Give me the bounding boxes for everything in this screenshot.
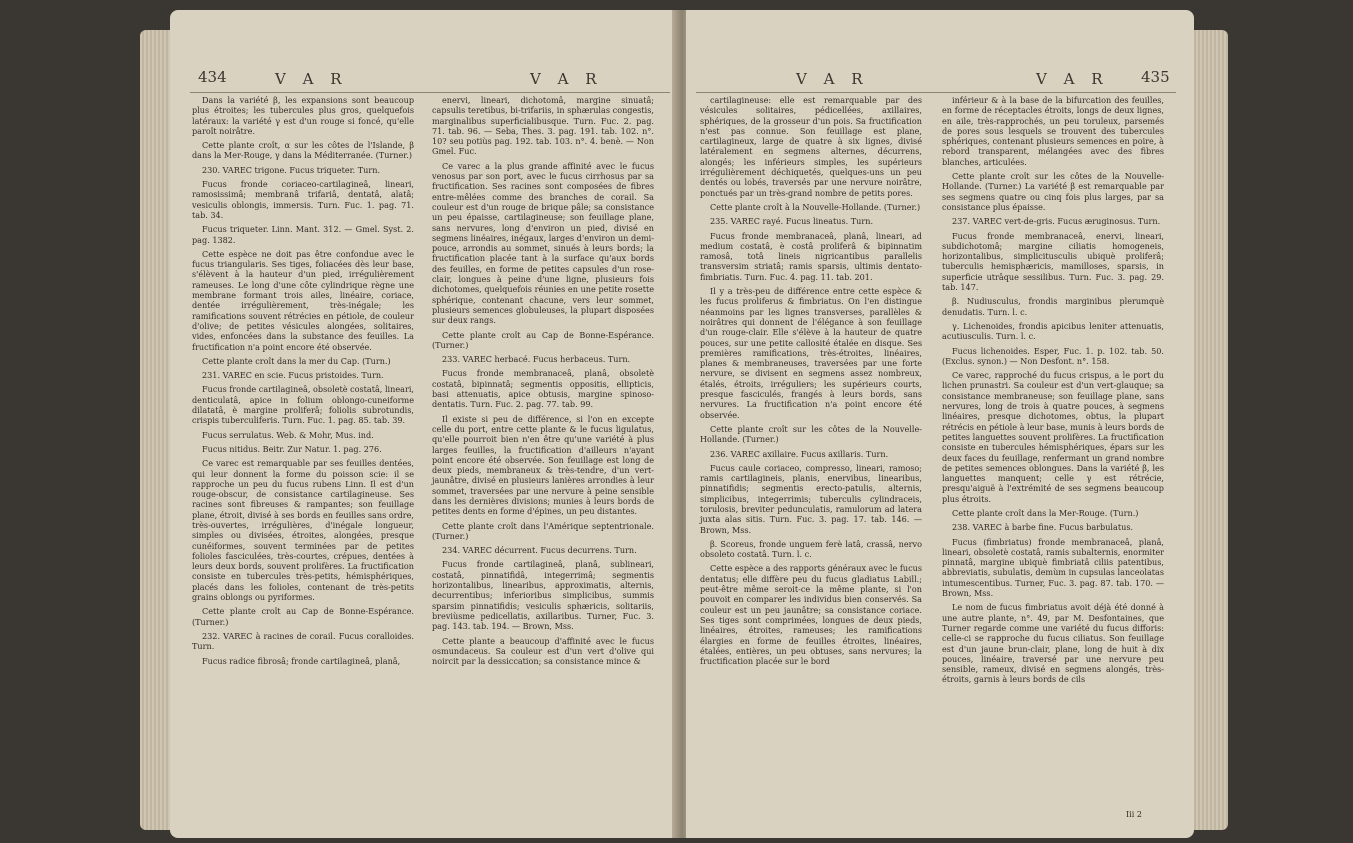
paragraph: Ce varec a la plus grande affinité avec le fucus venosus par son port, avec le fucus cirrhosus par sa fructification. Ses racines sont composées de fibres entre-mêlées comme des branches de corail. Sa couleur est d'un rouge de brique pâle; sa consistance un peu épaisse, cartilagineuse; son feuillage plane, sans nervures, long d'environ un pied, divisé en segmens linéaires, inégaux, larges d'environ un demi-pouce, arrondis au sommet, sinués à leurs bords; la fructification placée tant à la surface qu'aux bords des feuilles, en forme de petites capsules d'un rose-clair, longues à peine d'une ligne, plusieurs fois dichotomes, quelquefois réunies en une petite rosette sphérique, contenant chacune, vers leur sommet, plusieurs semences globuleuses, la plupart disposées sur deux rangs. bbox=[432, 160, 654, 326]
paragraph: Fucus fronde membranaceâ, planâ, lineari, ad medium costatâ, è costâ proliferâ & bipinnatim ramosâ, totâ lineis nigricantibus parallelis transversim striatâ; ramis sparsis, ultimis dentato-fimbriatis. Turn. Fuc. 4. pag. 11. tab. 201. bbox=[700, 230, 922, 282]
right-page-edges bbox=[1188, 30, 1228, 830]
paragraph: Fucus lichenoides. Esper, Fuc. 1. p. 102. tab. 50. (Exclus. synon.) — Non Desfont. n°. 158. bbox=[942, 345, 1164, 366]
left-running-head-1: V A R bbox=[275, 70, 348, 88]
paragraph: 231. VAREC en scie. Fucus pristoides. Turn. bbox=[202, 370, 384, 381]
paragraph: Cette espèce ne doit pas être confondue avec le fucus triangularis. Ses tiges, foliacées dès leur base, s'élèvent à la hauteur d'un pied, irrégulièrement rameuses. Le long d'une côte cylindrique règne une membrane formant trois ailes, linéaire, coriace, dentée irrégulièrement, très-inégale; les ramifications souvent rétrécies en pétiole, de couleur d'olive; de petites vésicules alongées, solitaires, vides, enfoncées dans la substance des feuilles. La fructification n'a point encore été observée. bbox=[192, 248, 414, 352]
paragraph: γ. Lichenoides, frondis apicibus leniter attenuatis, acutiusculis. Turn. l. c. bbox=[942, 320, 1164, 342]
paragraph: enervi, lineari, dichotomâ, margine sinuatâ; capsulis teretibus, bi-trifariis, in sphærulas congestis, marginalibus superficialibusque. Turn. Fuc. 2. pag. 71. tab. 96. — Seba, Thes. 3. pag. 191. tab. 102. n°. 10? seu potiùs pag. 192. tab. 103. n°. 4. benè. — Non Gmel. Fuc. bbox=[432, 95, 654, 157]
left-column-1 bbox=[192, 95, 414, 670]
left-column-2 bbox=[432, 95, 654, 670]
paragraph: β. Scoreus, fronde unguem ferè latâ, crassâ, nervo obsoleto costatâ. Turn. l. c. bbox=[700, 538, 922, 560]
paragraph: Fucus triqueter. Linn. Mant. 312. — Gmel. Syst. 2. pag. 1382. bbox=[192, 224, 414, 245]
paragraph: Ce varec, rapproché du fucus crispus, a le port du lichen prunastri. Sa couleur est d'un vert-glauque; sa consistance membraneuse; son feuillage plane, sans nervures, long de trois à quatre pouces, à segmens linéaires, presque dichotomes, obtus, la plupart rétrécis en pétiole à leur base, munis à leurs bords de petites languettes souvent prolifères. La fructification consiste en tubercules hémisphériques, épars sur les deux faces du feuillage, renfermant un grand nombre de petites semences oblongues. Dans la variété β, les languettes manquent; celle γ est rétrécie, presqu'aiguë à l'extrémité de ses segmens beaucoup plus étroits. bbox=[942, 370, 1164, 504]
paragraph: 236. VAREC axillaire. Fucus axillaris. Turn. bbox=[710, 448, 889, 459]
paragraph: Cette plante a beaucoup d'affinité avec le fucus osmundaceus. Sa couleur est d'un vert d'olive qui noircit par la dessiccation; sa consistance mince & bbox=[432, 635, 654, 667]
paragraph: Fucus radice fibrosâ; fronde cartilagineâ, planâ, bbox=[202, 655, 401, 666]
paragraph: Fucus fronde coriaceo-cartilagineâ, lineari, ramosissimâ; membranâ trifariâ, dentatâ, alatâ; vesiculis oblongis, immersis. Turn. Fuc. 1. pag. 71. tab. 34. bbox=[192, 179, 414, 220]
paragraph: inférieur & à la base de la bifurcation des feuilles, en forme de réceptacles étroits, longs de deux lignes, en aile, très-rapprochés, un peu toruleux, parsemés de pores sous lesquels se trouvent des tubercules sphériques, contenant plusieurs semences en poire, à rebord transparent, mélangées avec des fibres blanches, articulées. bbox=[942, 95, 1164, 167]
paragraph: 233. VAREC herbacé. Fucus herbaceus. Turn. bbox=[442, 354, 631, 365]
left-running-head-2: V A R bbox=[530, 70, 603, 88]
right-running-head-1: V A R bbox=[796, 70, 869, 88]
paragraph: Cette plante croît dans l'Amérique septentrionale. (Turner.) bbox=[432, 520, 654, 541]
signature-mark: Iii 2 bbox=[1126, 810, 1142, 819]
paragraph: Cette espèce a des rapports généraux avec le fucus dentatus; elle diffère peu du fucus gladiatus Labill.; peut-être même seroit-ce la même plante, si l'on pouvoit en comparer les individus bien conservés. Sa couleur est un peu jaunâtre; sa consistance coriace. Ses tiges sont comprimées, longues de deux pieds, linéaires, étroites, rameuses; les ramifications élargies en forme de feuilles étroites, linéaires, étalées, entières, un peu obtuses, sans nervures; la fructification placée sur le bord bbox=[700, 563, 922, 667]
paragraph: Fucus fronde membranaceâ, planâ, obsoletè costatâ, bipinnatâ; segmentis oppositis, ellipticis, basi attenuatis, apice obtusis, margine spinoso-dentatis. Turn. Fuc. 2. pag. 77. tab. 99. bbox=[432, 368, 654, 410]
paragraph: Ce varec est remarquable par ses feuilles dentées, qui leur donnent la forme du poisson scie: il se rapproche un peu du fucus rubens Linn. Il est d'un rouge-obscur, de consistance cartilagineuse. Ses racines sont fibreuses & rampantes; son feuillage plane, étroit, divisé à ses bords en feuilles sans ordre, très-ouvertes, irrégulières, d'inégale longueur, simples ou divisées, étroites, alongées, presque cunéiformes, souvent terminées par de petites folioles fasciculées, très-courtes, crépues, dentées à leurs deux bords, souvent prolifères. La fructification consiste en tubercules très-petits, hémisphériques, placés dans les folioles, contenant de très-petits grains oblongs ou pyriformes. bbox=[192, 458, 414, 603]
paragraph: Cette plante croît au Cap de Bonne-Espérance. (Turner.) bbox=[192, 606, 414, 627]
left-page-number: 434 bbox=[198, 68, 227, 86]
paragraph: Fucus caule coriaceo, compresso, lineari, ramoso; ramis cartilagineis, planis, enervibus, linearibus, pinnatifidis; segmentis erecto-patulis, alternis, simplicibus, integerrimis; tuberculis cylindraceis, torulosis, breviter pedunculatis, ramulorum ad latera juxta alas sitis. Turn. Fuc. 3. pag. 17. tab. 146. — Brown, Mss. bbox=[700, 462, 922, 535]
paragraph: Il existe si peu de différence, si l'on en excepte celle du port, entre cette plante & le fucus ligulatus, qu'elle pourroit bien n'en être qu'une variété à plus larges feuilles, la fructification d'ailleurs n'ayant point encore été observée. Son feuillage est long de deux pieds, membraneux & très-tendre, d'un vert-jaunâtre, divisé en plusieurs lanières arrondies à leur sommet, traversées par une nervure à peine sensible dans les dernières divisions; munies à leurs bords de petites dents en forme d'épines, un peu distantes. bbox=[432, 413, 654, 517]
paragraph: Fucus nitidus. Beitr. Zur Natur. 1. pag. 276. bbox=[202, 443, 382, 454]
paragraph: Le nom de fucus fimbriatus avoit déjà été donné à une autre plante, n°. 49, par M. Desfontaines, que Turner regarde comme une variété du fucus difforis: celle-ci se rapproche du fucus ciliatus. Son feuillage est d'un jaune brun-clair, plane, long de huit à dix pouces, linéaire, traversé par une nervure peu sensible, rameux, divisé en segmens alongés, très-étroits, garnis à leurs bords de cils bbox=[942, 602, 1164, 685]
paragraph: 238. VAREC à barbe fine. Fucus barbulatus. bbox=[952, 522, 1134, 533]
right-page-number: 435 bbox=[1141, 68, 1170, 86]
paragraph: Cette plante croît à la Nouvelle-Hollande. (Turner.) bbox=[710, 201, 921, 212]
left-head-rule bbox=[190, 92, 670, 93]
paragraph: Fucus fronde membranaceâ, enervi, lineari, subdichotomâ; margine ciliatis homogeneis, horizontalibus, simplicitusculis ubiquè proliferâ; tuberculis hemisphæricis, mamilloses, sparsis, in superficie utrâque sessilibus. Turn. Fuc. 3. pag. 29. tab. 147. bbox=[942, 230, 1164, 293]
paragraph: Fucus fronde cartilagineâ, planâ, sublineari, costatâ, pinnatifidâ, integerrimâ; segmentis horizontalibus, linearibus, approximatis, alternis, decurrentibus; inferioribus simplicibus, summis sparsim pinnatifidis; vesiculis sphæricis, solitariis, breviùsme pedicellatis, axillaribus. Turner, Fuc. 3. pag. 143. tab. 194. — Brown, Mss. bbox=[432, 559, 654, 632]
paragraph: cartilagineuse: elle est remarquable par des vésicules solitaires, pédicellées, axillaires, sphériques, de la grosseur d'un pois. Sa fructification n'est pas connue. Son feuillage est plane, cartilagineux, large de quatre à six lignes, divisé latéralement en segmens alternes, décurrens, alongés; les inférieurs simples, les supérieurs irrégulièrement déchiquetés, quelques-uns un peu dentés ou lobés, traversés par une nervure noirâtre, ponctués par un très-grand nombre de petits pores. bbox=[700, 95, 922, 198]
right-page bbox=[686, 10, 1194, 838]
paragraph: 237. VAREC vert-de-gris. Fucus æruginosus. Turn. bbox=[952, 216, 1161, 227]
paragraph: 230. VAREC trigone. Fucus triqueter. Turn. bbox=[202, 164, 381, 175]
paragraph: 232. VAREC à racines de corail. Fucus coralloides. Turn. bbox=[192, 630, 414, 652]
left-page bbox=[170, 10, 678, 838]
paragraph: Cette plante croît dans la mer du Cap. (Turn.) bbox=[202, 355, 391, 366]
paragraph: 234. VAREC décurrent. Fucus decurrens. Turn. bbox=[442, 545, 637, 556]
paragraph: Cette plante croît dans la Mer-Rouge. (Turn.) bbox=[952, 507, 1139, 518]
right-head-rule bbox=[696, 92, 1176, 93]
paragraph: 235. VAREC rayé. Fucus lineatus. Turn. bbox=[710, 216, 874, 227]
paragraph: Fucus fronde cartilagineâ, obsoletè costatâ, lineari, denticulatâ, apice in folium oblongo-cuneiforme dilatatâ, è margine proliferâ; foliolis subrotundis, crispis tuberculiferis. Turn. Fuc. 1. pag. 85. tab. 39. bbox=[192, 384, 414, 426]
paragraph: Cette plante croît, α sur les côtes de l'Islande, β dans la Mer-Rouge, γ dans la Méditerranée. (Turner.) bbox=[192, 140, 414, 161]
right-running-head-2: V A R bbox=[1036, 70, 1109, 88]
paragraph: Cette plante croît sur les côtes de la Nouvelle-Hollande. (Turner.) bbox=[700, 423, 922, 445]
paragraph: Fucus (fimbriatus) fronde membranaceâ, planâ, lineari, obsoletè costatâ, ramis subalternis, enormiter pinnatâ, margine ubiquè fimbriatâ ciliis patentibus, abbreviatis, subulatis, demùm in cupsulas lanceolatas intumescentibus. Turner, Fuc. 3. pag. 87. tab. 170. — Brown, Mss. bbox=[942, 536, 1164, 599]
paragraph: Dans la variété β, les expansions sont beaucoup plus étroites; les tubercules plus gros, quelquefois latéraux: la variété γ est d'un rouge si foncé, qu'elle paroît noirâtre. bbox=[192, 95, 414, 136]
paragraph: β. Nudiusculus, frondis marginibus plerumquè denudatis. Turn. l. c. bbox=[942, 296, 1164, 317]
paragraph: Il y a très-peu de différence entre cette espèce & les fucus proliferus & fimbriatus. On l'en distingue néanmoins par les lignes transverses, parallèles & noirâtres qui donnent de l'élégance à son feuillage d'un rouge-clair. Elle s'élève à la hauteur de quatre pouces, sur une petite callosité étalée en disque. Ses premières ramifications, très-étroites, linéaires, planes & membraneuses, traversées par une forte nervure, se divisent en segmens assez nombreux, étalés, étroits, irréguliers; les supérieurs courts, presque fasciculés, frangés à leurs bords, sans nervures. La fructification n'a point encore été observée. bbox=[700, 286, 922, 420]
right-column-2 bbox=[942, 95, 1164, 689]
paragraph: Fucus serrulatus. Web. & Mohr, Mus. ind. bbox=[202, 429, 374, 440]
right-column-1 bbox=[700, 95, 922, 670]
paragraph: Cette plante croît au Cap de Bonne-Espérance. (Turner.) bbox=[432, 329, 654, 350]
paragraph: Cette plante croît sur les côtes de la Nouvelle-Hollande. (Turner.) La variété β est remarquable par ses segmens quatre ou cinq fois plus larges, par sa consistance plus épaisse. bbox=[942, 171, 1164, 212]
